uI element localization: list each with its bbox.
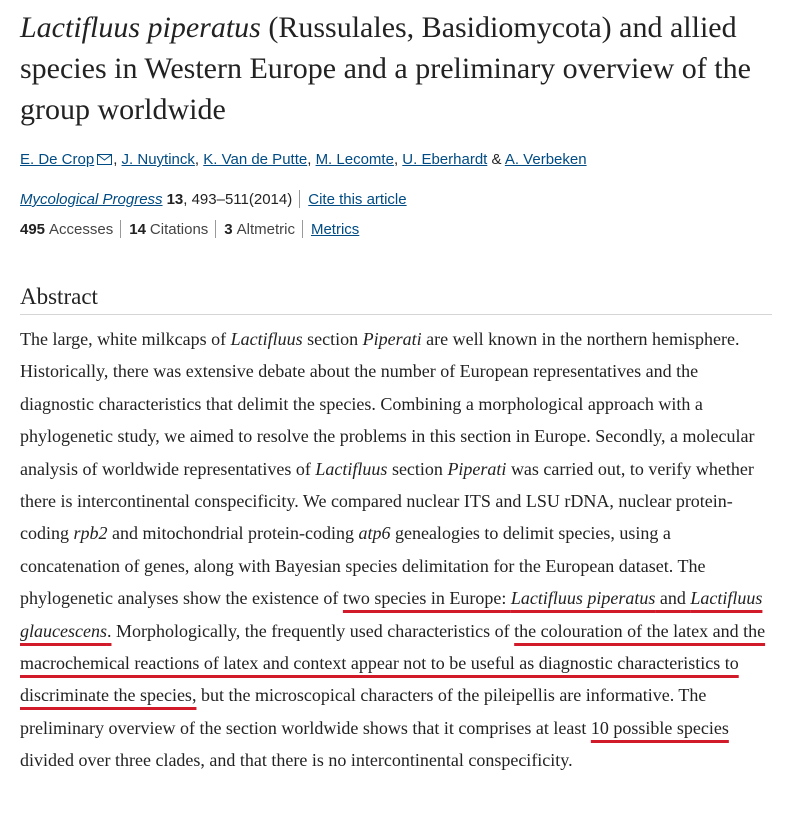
abstract-heading: Abstract bbox=[20, 283, 772, 315]
italic-run: Piperati bbox=[447, 458, 507, 479]
author-sep: , bbox=[307, 151, 316, 168]
text-run: . bbox=[106, 620, 112, 641]
author-link[interactable]: E. De Crop bbox=[20, 151, 95, 168]
italic-run: Lactifluus bbox=[315, 458, 388, 479]
article-title bbox=[20, 7, 772, 130]
author-link[interactable]: K. Van de Putte bbox=[203, 151, 308, 168]
citations-count: 14 bbox=[129, 221, 146, 238]
article-metrics bbox=[20, 220, 359, 240]
text-run: section bbox=[302, 329, 363, 349]
italic-run: atp6 bbox=[358, 523, 391, 544]
cite-article-link[interactable]: Cite this article bbox=[308, 191, 407, 208]
author-sep: , bbox=[113, 151, 122, 168]
text-run: genealogies to delimit species, using a concatenation of genes, along with Bayesian species delimitation for the European dataset. The phylogenetic analyses show the existence of bbox=[20, 523, 706, 609]
divider bbox=[215, 220, 216, 238]
journal-pages: , 493–511(2014) bbox=[183, 191, 293, 208]
journal-info bbox=[20, 190, 407, 210]
author-sep: , bbox=[194, 151, 204, 168]
altmetric-label: Altmetric bbox=[236, 221, 295, 238]
italic-run: Piperati bbox=[362, 329, 422, 349]
text-run: The large, white milkcaps of bbox=[20, 329, 231, 349]
text-run: Morphologically, the frequently used characteristics of bbox=[111, 620, 515, 641]
citations-label: Citations bbox=[149, 221, 209, 238]
author-link[interactable]: M. Lecomte bbox=[315, 151, 394, 168]
author-list bbox=[20, 150, 772, 170]
italic-run: rpb2 bbox=[73, 523, 108, 544]
text-run: and mitochondrial protein-coding bbox=[107, 523, 359, 544]
title-rest: (Russulales, Basidiomycota) and allied species in Western Europe and a preliminary overview of the group worldwide bbox=[20, 11, 751, 126]
author-link[interactable]: J. Nuytinck bbox=[121, 151, 195, 168]
italic-run: Lactifluus bbox=[230, 329, 303, 349]
text-run: two species in Europe: bbox=[342, 588, 511, 609]
highlight-possible-species: 10 possible species bbox=[590, 717, 729, 738]
divider bbox=[299, 190, 300, 208]
text-run: divided over three clades, and that there is no intercontinental conspecificity. bbox=[20, 750, 573, 771]
accesses-count: 495 bbox=[20, 221, 46, 238]
divider bbox=[302, 220, 303, 238]
italic-run: Lactifluus piperatus bbox=[510, 588, 656, 609]
metrics-link[interactable]: Metrics bbox=[310, 221, 360, 238]
author-link[interactable]: U. Eberhardt bbox=[402, 151, 488, 168]
author-sep: , bbox=[393, 151, 403, 168]
journal-volume: 13 bbox=[166, 191, 184, 208]
text-run: are well known in the northern hemisphere. Historically, there was extensive debate about the number of European representatives and the diagnostic characteristics that delimit the species. Combining a morphological approach with a phylogenetic study, we aimed to resolve the problems in this section in Europe. Secondly, a molecular analysis of worldwide representatives of bbox=[20, 329, 755, 479]
divider bbox=[120, 220, 121, 238]
text-run: and bbox=[655, 588, 691, 609]
altmetric-count: 3 bbox=[224, 221, 233, 238]
title-italic: Lactifluus piperatus bbox=[20, 11, 261, 44]
accesses-label: Accesses bbox=[49, 221, 114, 238]
text-run: but the microscopical characters of the pileipellis are informative. The preliminary overview of the section worldwide shows that it comprises at least bbox=[20, 685, 707, 738]
text-run: section bbox=[387, 458, 448, 479]
author-sep: & bbox=[487, 151, 505, 168]
journal-link[interactable]: Mycological Progress bbox=[20, 191, 163, 208]
abstract-text bbox=[20, 323, 772, 777]
envelope-icon[interactable] bbox=[94, 151, 113, 168]
highlight-latex-characteristics: the colouration of the latex and the macrochemical reactions of latex and context appear not to be useful as diagnostic characteristics to discriminate the species, bbox=[20, 620, 766, 706]
text-run: was carried out, to verify whether there is intercontinental conspecificity. We compared nuclear ITS and LSU rDNA, nuclear protein-coding bbox=[20, 458, 754, 544]
italic-run: Lactifluus glaucescens bbox=[20, 588, 763, 641]
author-link[interactable]: A. Verbeken bbox=[504, 151, 587, 168]
